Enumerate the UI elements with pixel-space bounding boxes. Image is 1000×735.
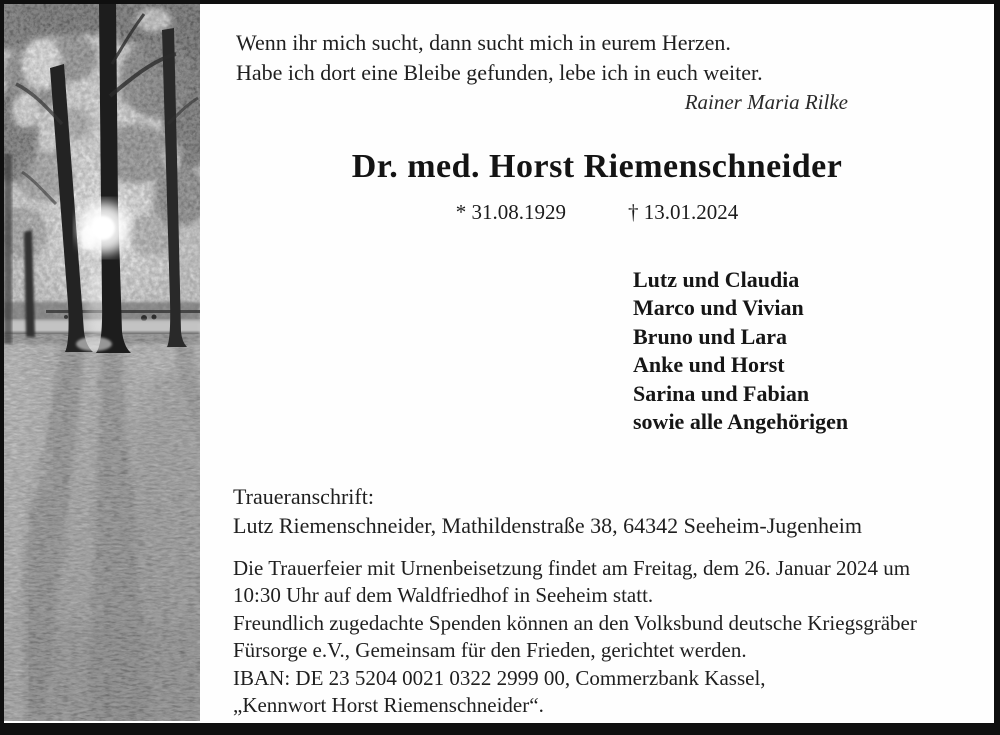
details-line: Die Trauerfeier mit Urnenbeisetzung findet am Freitag, dem 26. Januar 2024 um xyxy=(233,556,911,580)
deceased-name: Dr. med. Horst Riemenschneider xyxy=(351,148,843,185)
mourner-name: Anke und Horst xyxy=(633,352,785,378)
trees-sunlight-illustration xyxy=(4,4,200,721)
life-dates xyxy=(200,200,994,225)
quote-block xyxy=(236,28,856,118)
mourning-address xyxy=(233,482,862,540)
details-line: Fürsorge e.V., Gemeinsam für den Frieden, gerichtet werden. xyxy=(233,638,747,663)
mourning-address-line: Lutz Riemenschneider, Mathildenstraße 38, 64342 Seeheim-Jugenheim xyxy=(233,513,863,538)
details-line: Freundlich zugedachte Spenden können an den Volksbund deutsche Kriegsgräber xyxy=(233,610,917,635)
details-line: 10:30 Uhr auf dem Waldfriedhof in Seeheim statt. xyxy=(233,583,654,608)
frame-border-bottom xyxy=(0,723,1000,735)
birth-date: * 31.08.1929 xyxy=(455,200,566,224)
mourning-address-label: Traueranschrift: xyxy=(233,484,374,509)
funeral-details xyxy=(233,555,917,719)
quote-line: Wenn ihr mich sucht, dann sucht mich in eurem Herzen. xyxy=(236,30,731,55)
quote-line: Habe ich dort eine Bleibe gefunden, lebe ich in euch weiter. xyxy=(236,59,763,85)
mourners-list xyxy=(633,266,848,436)
mourner-name: Sarina und Fabian xyxy=(633,380,810,406)
mourner-name: Bruno und Lara xyxy=(633,323,788,349)
memorial-photo xyxy=(4,4,200,721)
mourner-name: Marco und Vivian xyxy=(633,295,804,321)
frame-border-right xyxy=(994,0,1000,735)
mourner-name: sowie alle Angehörigen xyxy=(633,409,849,435)
mourner-name: Lutz und Claudia xyxy=(633,267,800,292)
death-date: † 13.01.2024 xyxy=(628,200,739,224)
quote-attribution: Rainer Maria Rilke xyxy=(684,90,848,114)
details-line: „Kennwort Horst Riemenschneider“. xyxy=(233,693,544,718)
details-line: IBAN: DE 23 5204 0021 0322 2999 00, Commerzbank Kassel, xyxy=(233,665,766,690)
